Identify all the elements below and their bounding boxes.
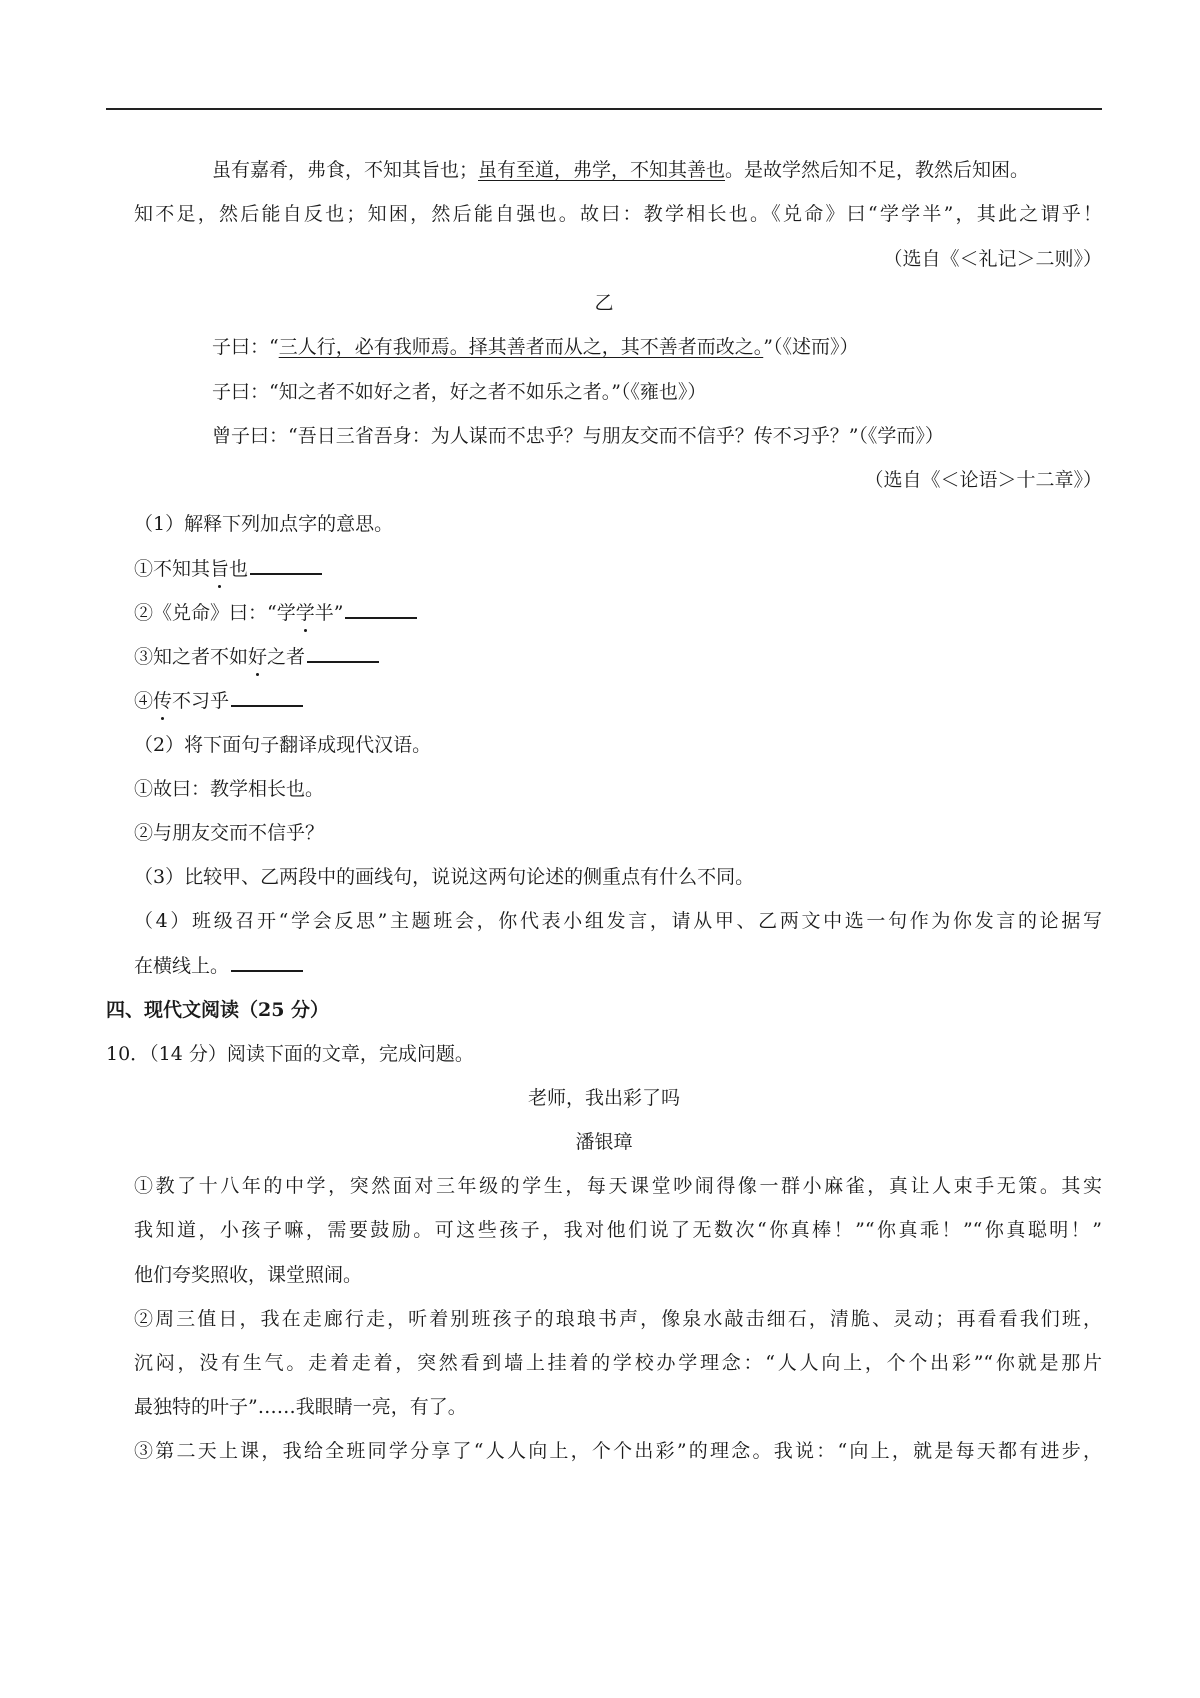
answer-blank[interactable] (345, 599, 417, 619)
yi-source: （选自《＜论语＞十二章》） (864, 469, 1102, 491)
q1-4-tail: 不习乎 (172, 690, 230, 712)
paragraph-1-line-1: ①教了十八年的中学，突然面对三年级的学生，每天课堂吵闹得像一群小麻雀，真让人束手无策。其实 (134, 1175, 1102, 1197)
question-3: （3）比较甲、乙两段中的画线句，说说这两句论述的侧重点有什么不同。 (134, 866, 755, 888)
answer-blank[interactable] (231, 687, 303, 707)
paragraph-3-line-1: ③第二天上课，我给全班同学分享了“人人向上，个个出彩”的理念。我说：“向上，就是每天都有进步， (134, 1440, 1102, 1462)
dotted-char: 好 (248, 646, 268, 668)
jia-source: （选自《＜礼记＞二则》） (883, 248, 1102, 270)
question-10: 10．（14 分）阅读下面的文章，完成问题。 (106, 1043, 474, 1065)
paragraph-1-line-2: 我知道，小孩子嘛，需要鼓励。可这些孩子，我对他们说了无数次“你真棒！”“你真乖！”“你真聪明！” (134, 1219, 1102, 1241)
question-1-item-1 (134, 555, 322, 582)
article-title: 老师，我出彩了吗 (527, 1087, 680, 1109)
section-4-title: 四、现代文阅读（25 分） (106, 999, 330, 1021)
header-rule (106, 108, 1102, 110)
jia-underlined-sentence: 虽有至道，弗学，不知其善也 (478, 159, 726, 181)
jia-line-1 (212, 157, 1029, 183)
question-2-item-2: ②与朋友交而不信乎？ (134, 822, 325, 844)
question-1-item-4 (134, 687, 303, 714)
paragraph-2-line-1: ②周三值日，我在走廊行走，听着别班孩子的琅琅书声，像泉水敲击细石，清脆、灵动；再看看我们班， (134, 1308, 1102, 1330)
jia-line-2: 知不足，然后能自反也；知困，然后能自强也。故曰：教学相长也。《兑命》曰“学学半”，其此之谓乎！ (134, 203, 1102, 225)
question-1-item-3 (134, 643, 379, 670)
yi-line-1-start: 子曰：“ (212, 336, 279, 358)
q1-1-text: ①不知其 (134, 558, 211, 580)
dotted-char: 旨 (210, 558, 230, 580)
q1-2-text: ②《兑命》曰：“学 (134, 602, 296, 624)
q1-3-tail: 之者 (267, 646, 306, 668)
question-2: （2）将下面句子翻译成现代汉语。 (134, 734, 432, 756)
dotted-char: 学 (295, 602, 315, 624)
yi-line-2: 子曰：“知之者不如好之者，好之者不如乐之者。”（《雍也》） (212, 381, 707, 403)
question-4-line-2 (134, 952, 303, 979)
q4-tail: 在横线上。 (134, 955, 230, 977)
yi-underlined-sentence: 三人行，必有我师焉。择其善者而从之，其不善者而改之。 (278, 336, 764, 358)
q1-4-number: ④ (134, 690, 154, 712)
answer-blank[interactable] (231, 952, 303, 972)
paragraph-2-line-3: 最独特的叶子”……我眼睛一亮，有了。 (134, 1396, 467, 1418)
jia-line-1-start: 虽有嘉肴，弗食，不知其旨也； (212, 159, 479, 181)
answer-blank[interactable] (250, 555, 322, 575)
question-4-line-1: （4）班级召开“学会反思”主题班会，你代表小组发言，请从甲、乙两文中选一句作为你发言的论据写 (134, 910, 1102, 932)
dotted-char: 传 (153, 690, 173, 712)
question-1: （1）解释下列加点字的意思。 (134, 513, 394, 535)
yi-line-1-end: ”（《述而》） (763, 336, 859, 358)
yi-line-3: 曾子曰：“吾日三省吾身：为人谋而不忠乎？与朋友交而不信乎？传不习乎？”（《学而》） (212, 425, 944, 447)
paragraph-2-line-2: 沉闷，没有生气。走着走着，突然看到墙上挂着的学校办学理念：“人人向上，个个出彩”“你就是那片 (134, 1352, 1102, 1374)
article-author: 潘银璋 (575, 1131, 633, 1153)
answer-blank[interactable] (307, 643, 379, 663)
question-1-item-2 (134, 599, 417, 626)
yi-heading: 乙 (594, 292, 614, 314)
q1-3-text: ③知之者不如 (134, 646, 249, 668)
q1-2-tail: 半” (314, 602, 344, 624)
q1-1-tail: 也 (229, 558, 249, 580)
jia-line-1-end: 。是故学然后知不足，教然后知困。 (725, 159, 1030, 181)
yi-line-1 (212, 334, 858, 360)
question-2-item-1: ①故曰：教学相长也。 (134, 778, 325, 800)
paragraph-1-line-3: 他们夸奖照收，课堂照闹。 (134, 1264, 363, 1286)
